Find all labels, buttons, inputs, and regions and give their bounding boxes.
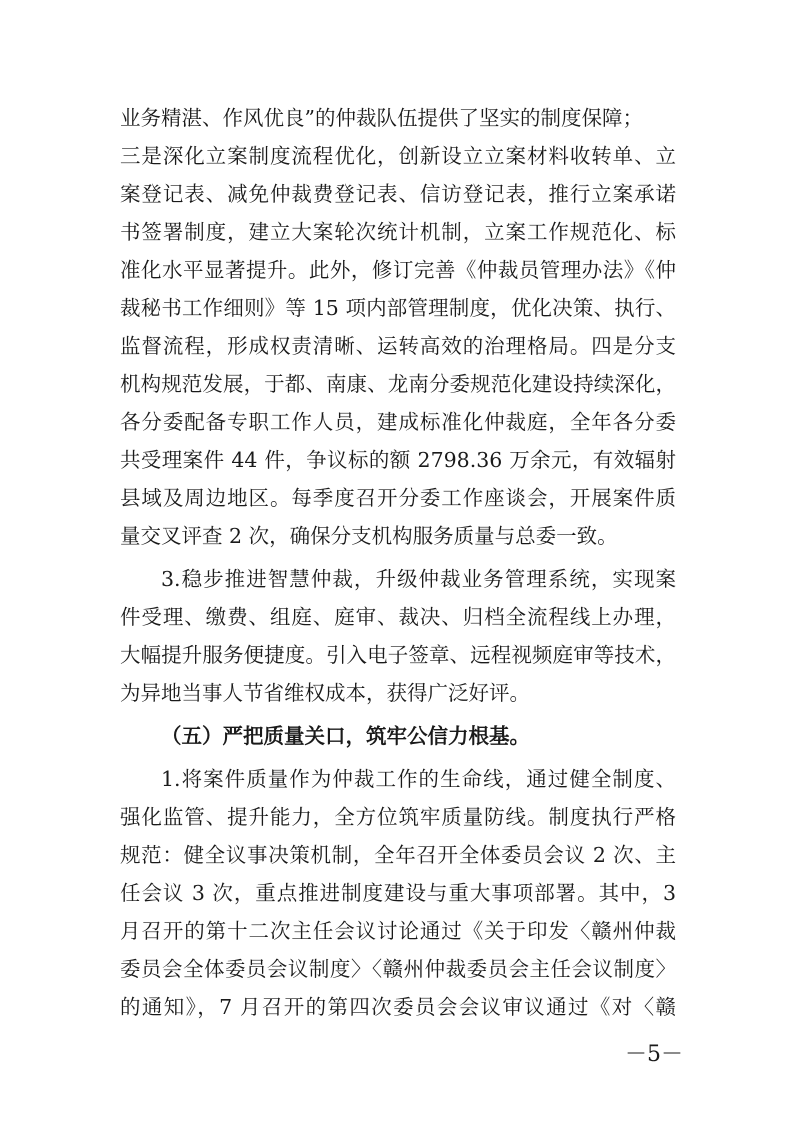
page-number: －5－	[625, 1042, 683, 1067]
paragraph-first-line: 3.稳步推进智慧仲裁，升级仲裁业务管理系统，实现案	[161, 567, 676, 591]
text-line: 案登记表、减免仲裁费登记表、信访登记表，推行立案承诺	[120, 182, 676, 206]
text-line: 机构规范发展，于都、南康、龙南分委规范化建设持续深化，	[120, 372, 676, 396]
text-line: 准化水平显著提升。此外，修订完善《仲裁员管理办法》《仲	[120, 258, 676, 282]
text-line: 县域及周边地区。每季度召开分委工作座谈会，开展案件质	[120, 486, 676, 510]
text-line: 各分委配备专职工作人员，建成标准化仲裁庭，全年各分委	[120, 410, 676, 434]
text-line: 共受理案件 44 件，争议标的额 2798.36 万余元，有效辐射	[120, 448, 676, 472]
paragraph-first-line: 1.将案件质量作为仲裁工作的生命线，通过健全制度、	[161, 767, 676, 791]
text-line: 规范：健全议事决策机制，全年召开全体委员会议 2 次、主	[120, 843, 676, 867]
section-heading: （五）严把质量关口，筑牢公信力根基。	[161, 724, 530, 748]
text-line: 业务精湛、作风优良”的仲裁队伍提供了坚实的制度保障；	[120, 106, 643, 130]
text-line: 件受理、缴费、组庭、庭审、裁决、归档全流程线上办理，	[120, 605, 676, 629]
text-line: 为异地当事人节省维权成本，获得广泛好评。	[120, 681, 530, 705]
text-line: 强化监管、提升能力，全方位筑牢质量防线。制度执行严格	[120, 805, 676, 829]
text-line: 大幅提升服务便捷度。引入电子签章、远程视频庭审等技术，	[120, 643, 676, 667]
text-line: 月召开的第十二次主任会议讨论通过《关于印发〈赣州仲裁	[120, 919, 676, 943]
text-line: 三是深化立案制度流程优化，创新设立立案材料收转单、立	[120, 144, 676, 168]
text-line: 书签署制度，建立大案轮次统计机制，立案工作规范化、标	[120, 220, 676, 244]
text-line: 裁秘书工作细则》等 15 项内部管理制度，优化决策、执行、	[120, 296, 676, 320]
text-line: 委员会全体委员会议制度〉〈赣州仲裁委员会主任会议制度〉	[120, 957, 676, 981]
text-line: 任会议 3 次，重点推进制度建设与重大事项部署。其中，3	[120, 881, 676, 905]
text-line: 量交叉评查 2 次，确保分支机构服务质量与总委一致。	[120, 524, 618, 548]
text-line: 监督流程，形成权责清晰、运转高效的治理格局。四是分支	[120, 334, 676, 358]
text-line: 的通知》，7 月召开的第四次委员会会议审议通过《对〈赣	[120, 995, 676, 1019]
